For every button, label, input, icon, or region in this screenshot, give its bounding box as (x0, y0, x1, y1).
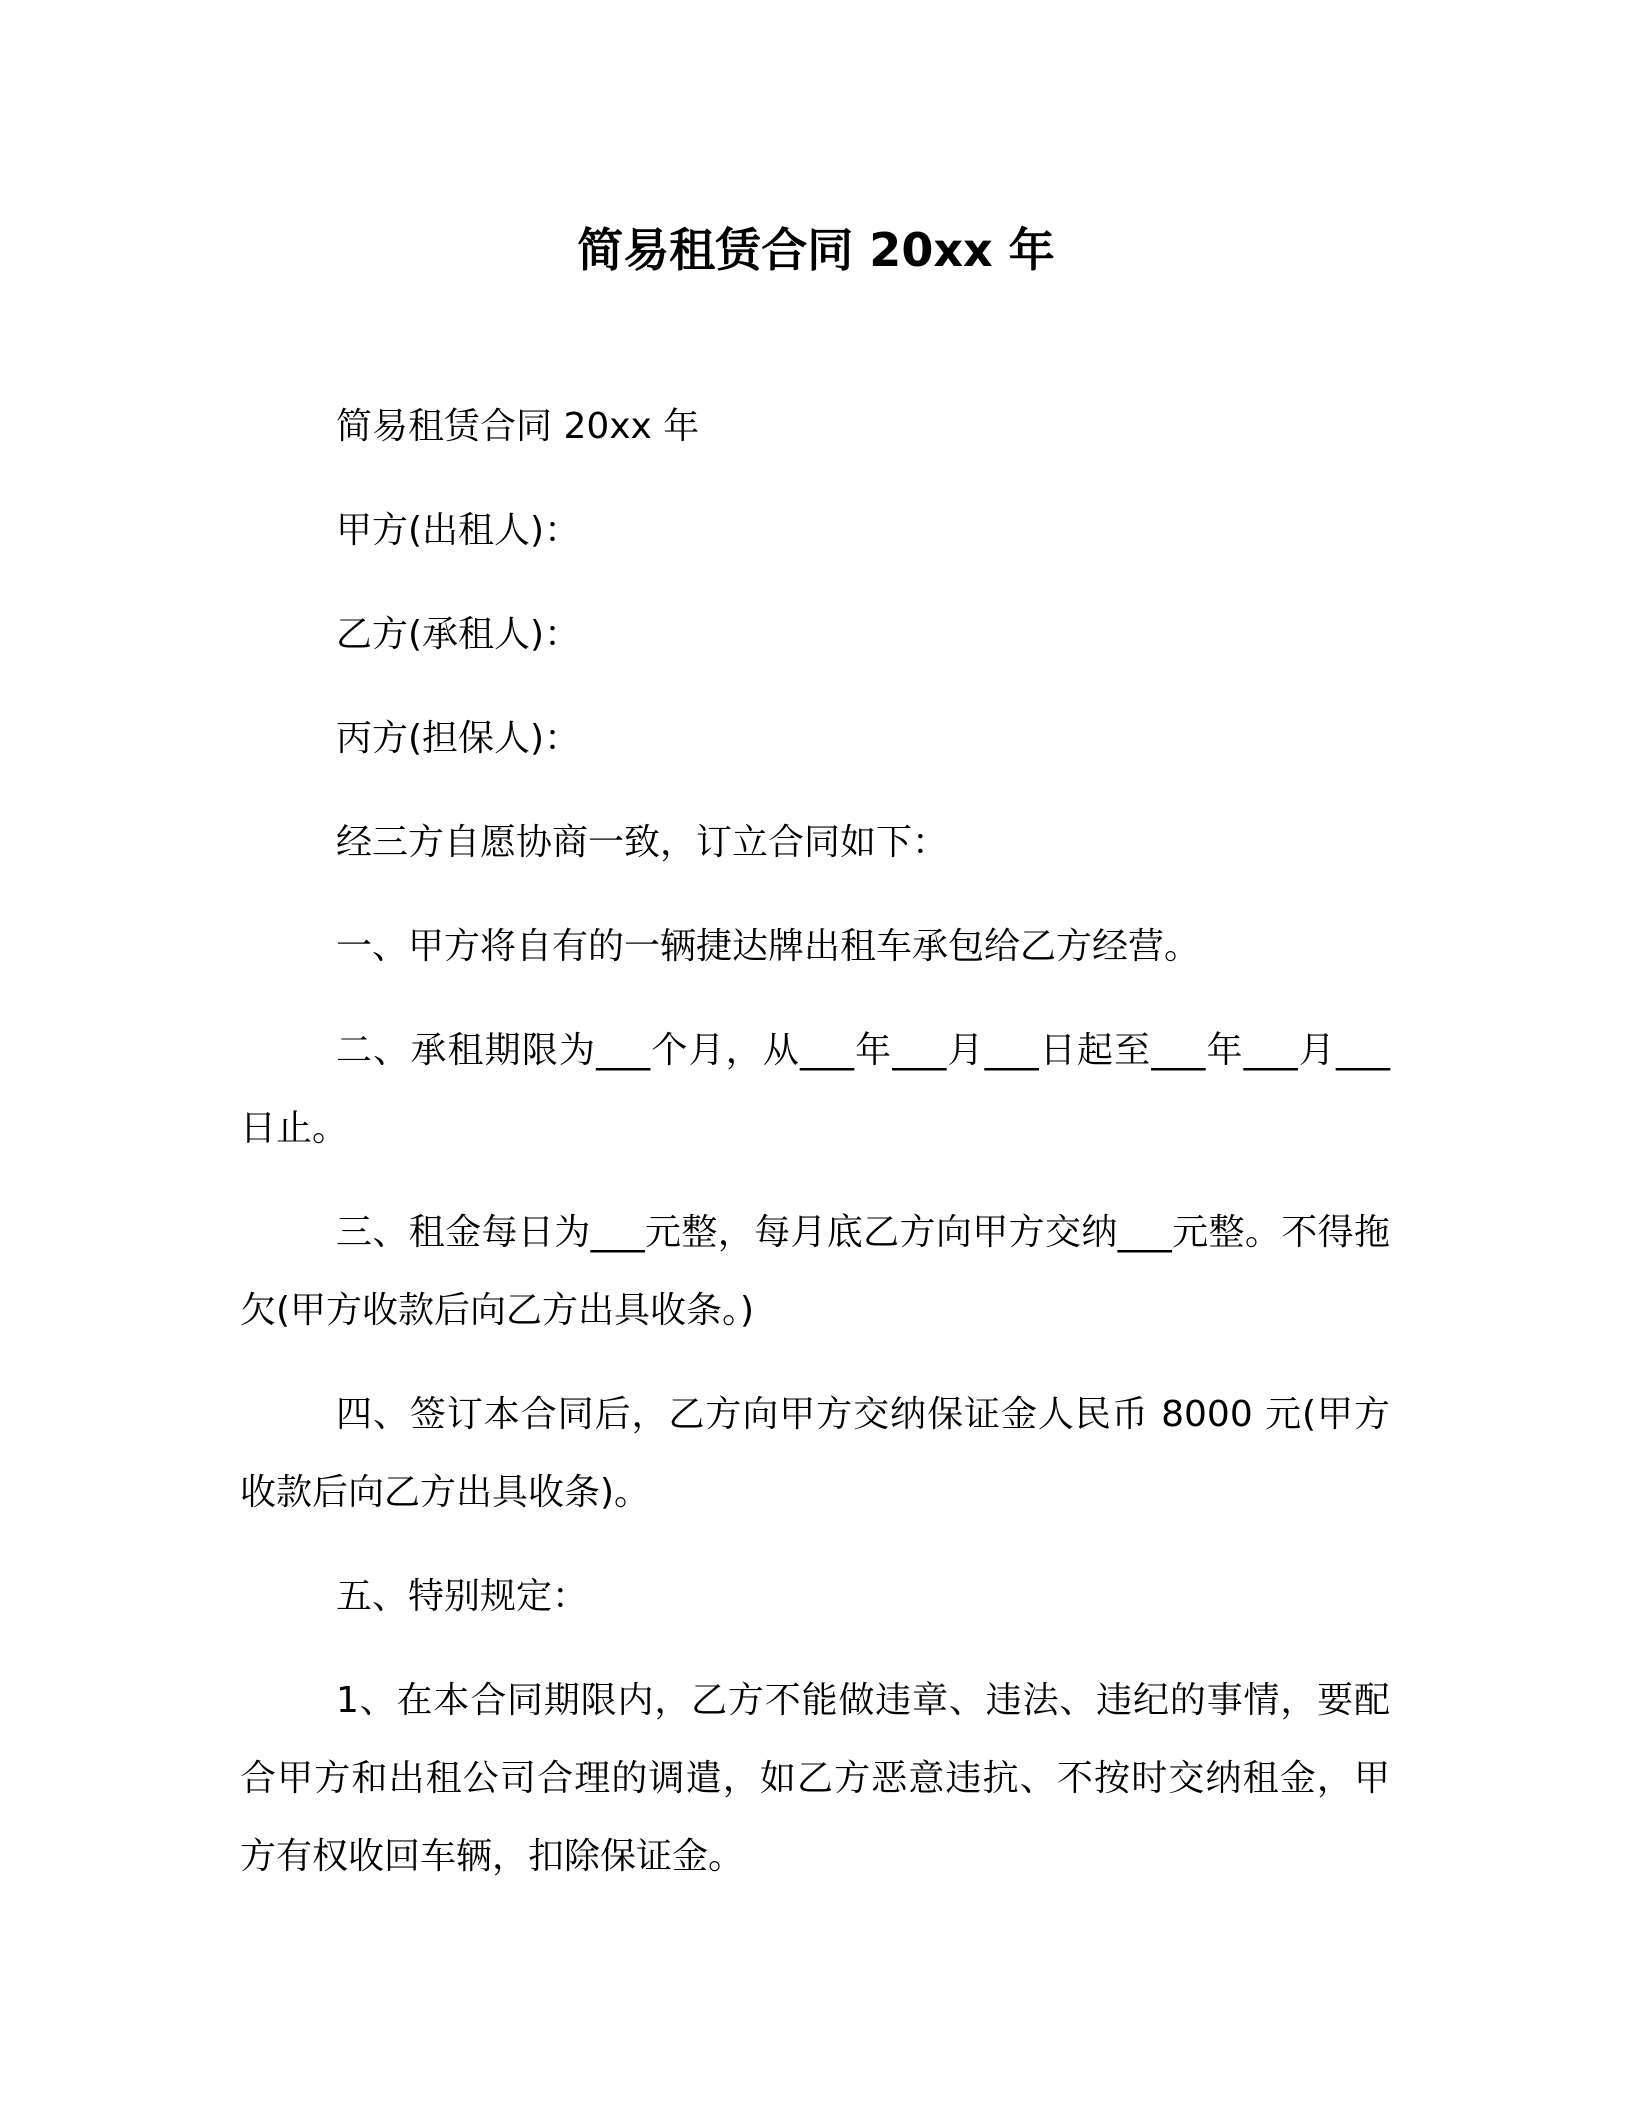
document-body (240, 388, 1390, 1922)
paragraph-party-b: 乙方(承租人)： (336, 614, 581, 655)
paragraph-heading-repeat: 简易租赁合同 20xx 年 (336, 406, 700, 447)
paragraph-clause-3: 三、租金每日为___元整，每月底乙方向甲方交纳___元整。不得拖欠(甲方收款后向乙方出具收条。) (240, 1212, 1390, 1331)
document-title: 简易租赁合同 20xx 年 (577, 223, 1055, 277)
paragraph-clause-5-1: 1、在本合同期限内，乙方不能做违章、违法、违纪的事情，要配合甲方和出租公司合理的调遣，如乙方恶意违抗、不按时交纳租金，甲方有权收回车辆，扣除保证金。 (240, 1680, 1390, 1877)
paragraph-party-c: 丙方(担保人)： (336, 718, 581, 759)
paragraph-clause-4: 四、签订本合同后，乙方向甲方交纳保证金人民币 8000 元(甲方收款后向乙方出具收条)。 (240, 1394, 1390, 1513)
paragraph-clause-5: 五、特别规定： (336, 1576, 589, 1617)
paragraph-preamble: 经三方自愿协商一致，订立合同如下： (336, 822, 949, 863)
paragraph-clause-1: 一、甲方将自有的一辆捷达牌出租车承包给乙方经营。 (336, 926, 1201, 967)
paragraph-clause-2: 二、承租期限为___个月，从___年___月___日起至___年___月___日止。 (240, 1030, 1390, 1149)
paragraph-party-a: 甲方(出租人)： (336, 510, 581, 551)
